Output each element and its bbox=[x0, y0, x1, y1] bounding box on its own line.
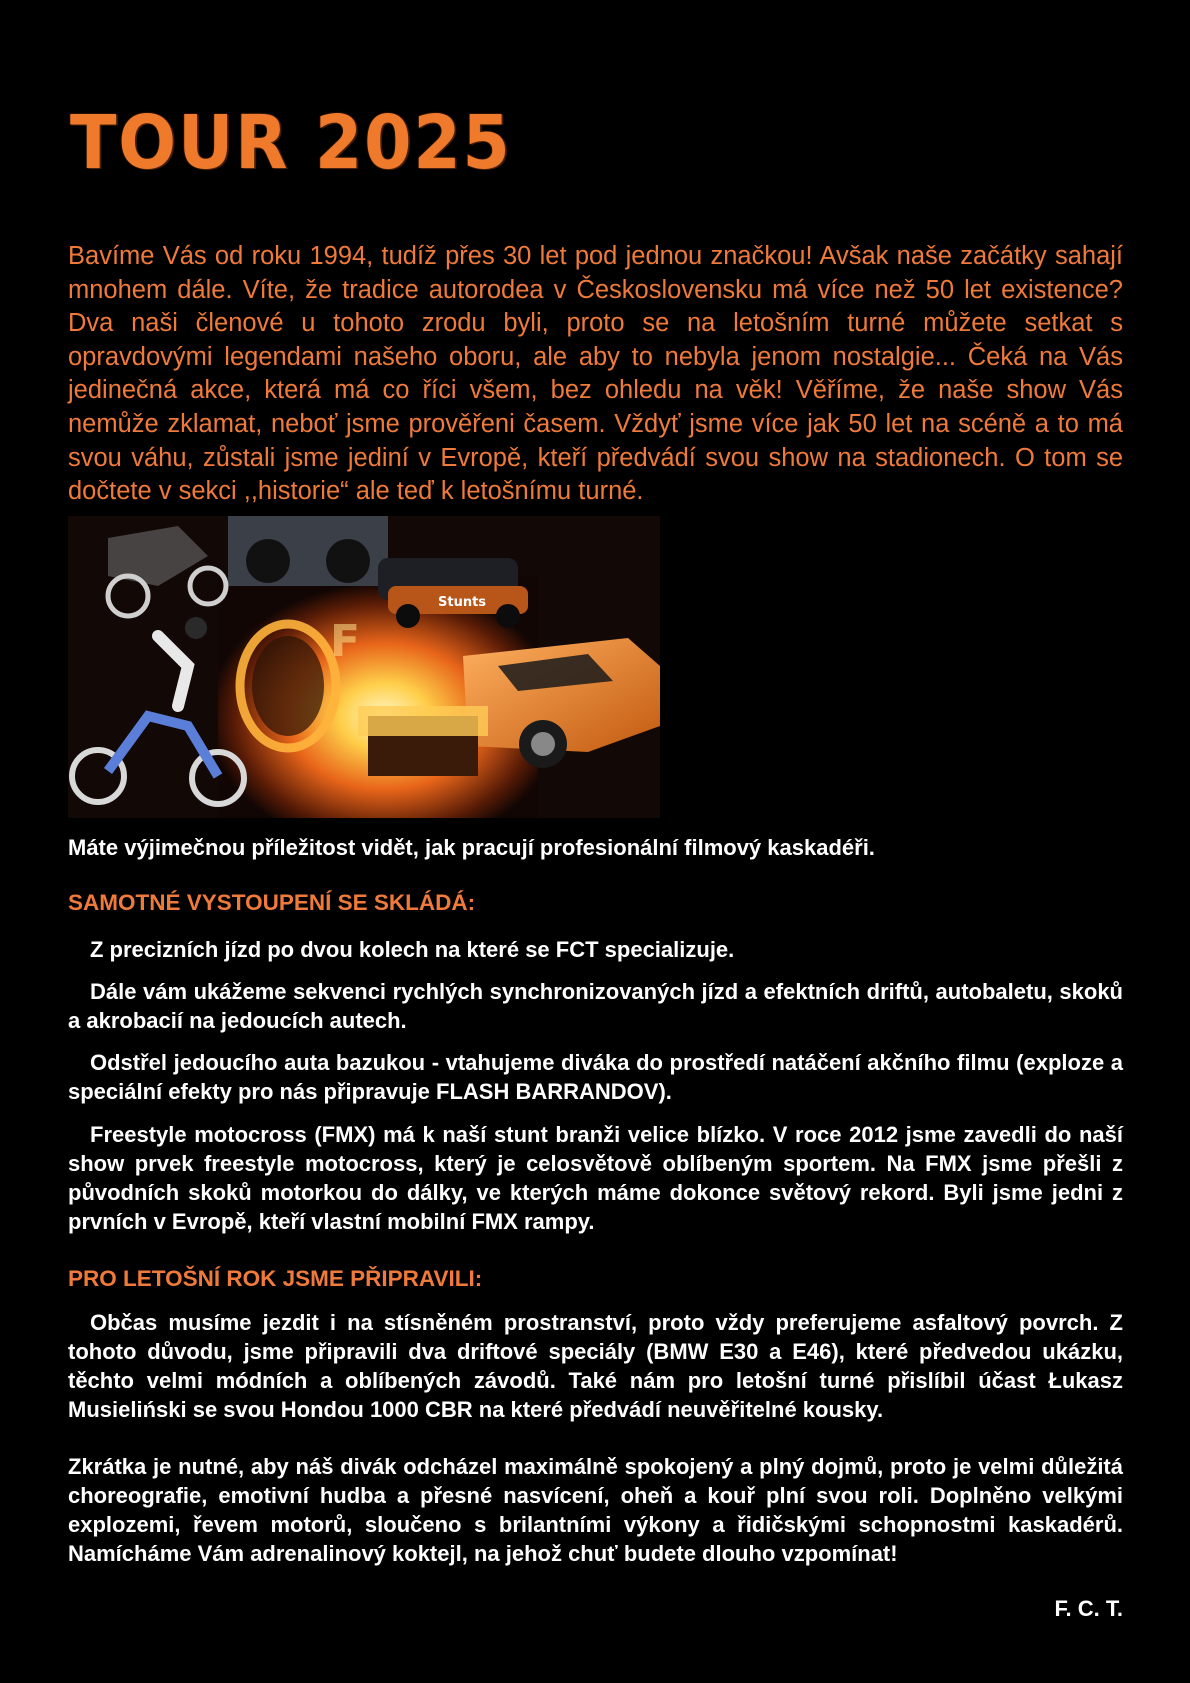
program-paragraph: Freestyle motocross (FMX) má k naší stunt branži velice blízko. V roce 2012 jsme zavedli do naší show prvek freestyle motocross, který je celosvětově oblíbeným sportem. Na FMX jsme přešli z původních skoků motorkou do dálky, ve kterých máme dokonce světový rekord. Byli jsme jedni z prvních v Evropě, kteří vlastní mobilní FMX rampy. bbox=[68, 1122, 1123, 1234]
tagline: Máte výjimečnou příležitost vidět, jak pracují profesionální filmový kaskadéři. bbox=[68, 835, 875, 860]
page-title: TOUR 2025 bbox=[70, 100, 512, 186]
section-heading-this-year: PRO LETOŠNÍ ROK JSME PŘIPRAVILI: bbox=[68, 1266, 483, 1291]
collage-stunts-label: Stunts bbox=[438, 595, 487, 610]
section-heading-program: SAMOTNÉ VYSTOUPENÍ SE SKLÁDÁ: bbox=[68, 890, 476, 915]
this-year-paragraph: Občas musíme jezdit i na stísněném prostranství, proto vždy preferujeme asfaltový povrch. Z tohoto důvodu, jsme připravili dva driftové speciály (BMW E30 a E46), které předvedou ukázku, těchto velmi módních a oblíbených závodů. Také nám pro letošní turné přislíbil účast Łukasz Musieliński se svou Hondou 1000 CBR na které předvádí neuvěřitelné kousky. bbox=[68, 1310, 1123, 1422]
stunt-collage-image bbox=[68, 516, 660, 818]
signature: F. C. T. bbox=[1054, 1596, 1123, 1621]
svg-text:F: F bbox=[330, 616, 361, 667]
program-paragraph: Dále vám ukážeme sekvenci rychlých synchronizovaných jízd a efektních driftů, autobaletu, skoků a akrobacií na jedoucích autech. bbox=[68, 979, 1123, 1033]
program-paragraph: Odstřel jedoucího auta bazukou - vtahujeme diváka do prostředí natáčení akčního filmu (exploze a speciální efekty pro nás připravuje FLASH BARRANDOV). bbox=[68, 1050, 1123, 1104]
program-paragraph: Z precizních jízd po dvou kolech na které se FCT specializuje. bbox=[90, 937, 735, 962]
intro-paragraph: Bavíme Vás od roku 1994, tudíž přes 30 let pod jednou značkou! Avšak naše začátky sahají mnohem dále. Víte, že tradice autorodea v Československu má více než 50 let existence? Dva naši členové u tohoto zrodu byli, proto se na letošním turné můžete setkat s opravdovými legendami našeho oboru, ale aby to nebyla jenom nostalgie... Čeká na Vás jedinečná akce, která má co říci všem, bez ohledu na věk! Věříme, že naše show Vás nemůže zklamat, neboť jsme prověřeni časem. Vždyť jsme více jak 50 let na scéně a to má svou váhu, zůstali jsme jediní v Evropě, kteří předvádí svou show na stadionech. O tom se dočtete v sekci ,,historie“ ale teď k letošnímu turné. bbox=[68, 242, 1123, 506]
closing-paragraph: Zkrátka je nutné, aby náš divák odcházel maximálně spokojený a plný dojmů, proto je velmi důležitá choreografie, emotivní hudba a přesné nasvícení, oheň a kouř plní svou roli. Doplněno velkými explozemi, řevem motorů, sloučeno s brilantními výkony a řidičskými schopnostmi kaskadérů. Namícháme Vám adrenalinový koktejl, na jehož chuť budete dlouho vzpomínat! bbox=[68, 1454, 1123, 1566]
